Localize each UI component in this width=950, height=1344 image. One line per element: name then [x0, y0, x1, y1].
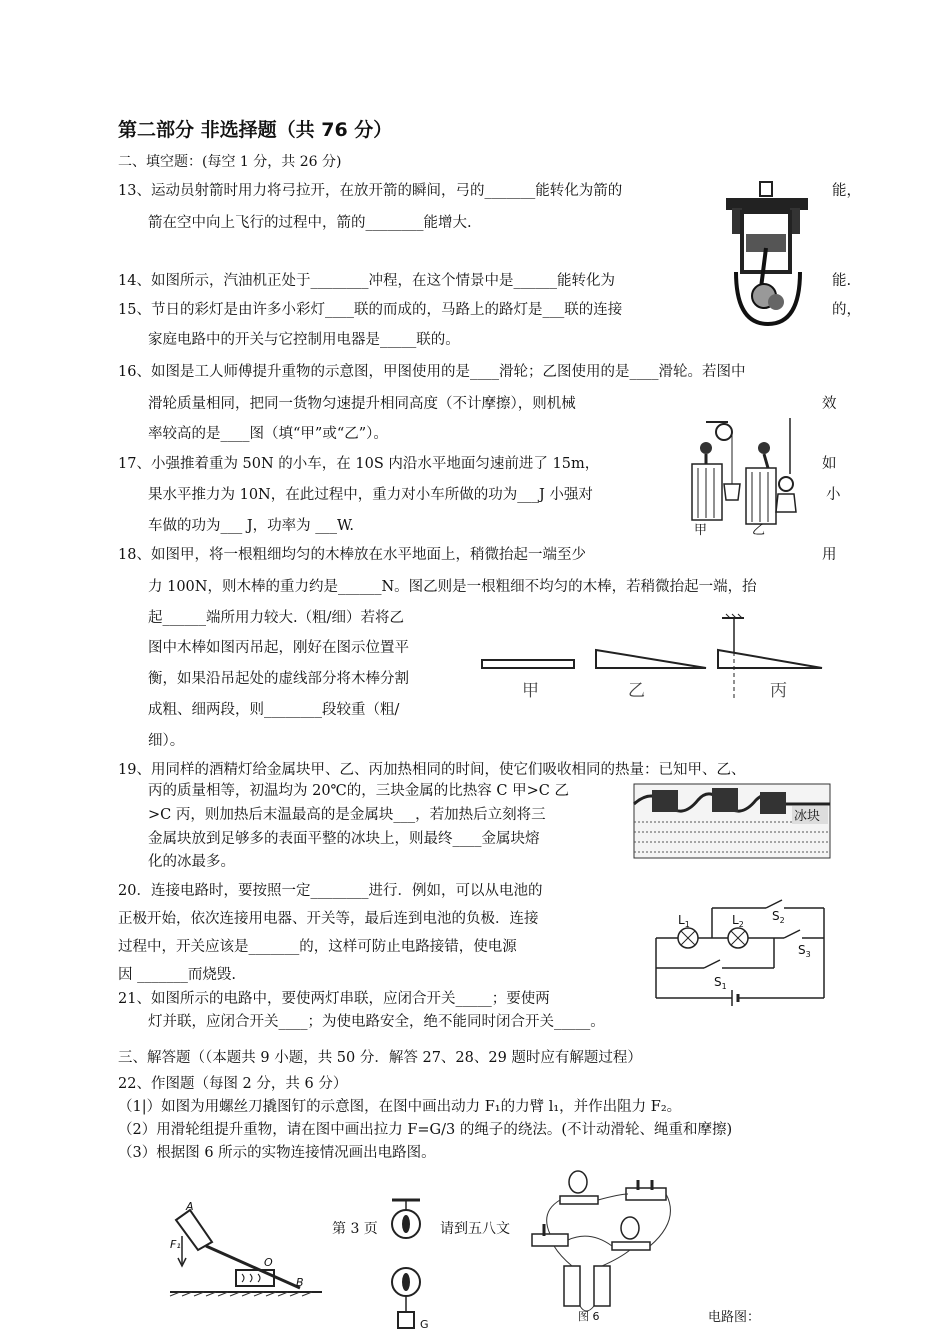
q19-line4: 金属块放到足够多的表面平整的冰块上，则最终____金属块熔	[148, 831, 540, 847]
q16-line1: 16、如图是工人师傅提升重物的示意图，甲图使用的是____滑轮；乙图使用的是____滑轮。若图中	[118, 364, 746, 380]
q18-line5: 衡，如果沿吊起处的虚线部分将木棒分割	[148, 671, 409, 687]
q18-line3: 起______端所用力较大.（粗/细）若将乙	[148, 610, 404, 626]
q20-line1: 20．连接电路时，要按照一定________进行．例如，可以从电池的	[118, 883, 543, 899]
l1-label: L	[678, 913, 685, 927]
ice-block-figure	[632, 780, 832, 862]
svg-text:S3	[798, 943, 811, 959]
s3-label: S	[798, 943, 806, 957]
q19-line3: >C 丙，则加热后末温最高的是金属块___，若加热后立刻将三	[148, 807, 546, 823]
label-b: B	[296, 1276, 304, 1289]
q18-line7: 细）。	[148, 733, 185, 749]
q19-line2: 丙的质量相等，初温均为 20℃的，三块金属的比热容 C 甲>C 乙	[148, 783, 569, 799]
q18-line1: 18、如图甲，将一根粗细均匀的木棒放在水平地面上，稍微抬起一端至少	[118, 547, 586, 563]
q22-title: 22、作图题（每图 2 分，共 6 分）	[118, 1076, 348, 1092]
q18-line2: 力 100N，则木棒的重力约是______N。图乙则是一根粗细不均匀的木棒，若稍微抬起一端，抬	[148, 579, 757, 595]
q20-line4: 因 _______而烧毁.	[118, 967, 236, 983]
stick-label-b: 乙	[628, 681, 645, 701]
part-title: 第二部分 非选择题（共 76 分）	[118, 119, 393, 141]
label-a: A	[186, 1200, 194, 1213]
q21-line1: 21、如图所示的电路中，要使两灯串联，应闭合开关_____；要使两	[118, 991, 550, 1007]
svg-text:L1	[678, 913, 690, 929]
circuit-diagram-label: 电路图：	[708, 1310, 761, 1325]
s2-label: S	[772, 909, 780, 923]
q22-item1: （1|）如图为用螺丝刀撬图钉的示意图，在图中画出动力 F₁的力臂 l₁，并作出阻力 F₂。	[118, 1099, 682, 1115]
section3-title: 三、解答题（（本题共 9 小题，共 50 分．解答 27、28、29 题时应有解题过程）	[118, 1050, 642, 1066]
q22-item3: （3）根据图 6 所示的实物连接情况画出电路图。	[118, 1145, 436, 1161]
circuit-figure	[648, 894, 830, 1006]
q21-line2: 灯并联，应闭合开关____；为使电路安全，绝不能同时闭合开关_____。	[148, 1014, 605, 1030]
q17-tail2: 小	[826, 487, 841, 503]
figure6-caption: 图 6	[578, 1310, 600, 1323]
label-g: G	[420, 1318, 429, 1331]
pulley-label-b: 乙	[752, 523, 766, 536]
q17-line3: 车做的功为___ J，功率为 ___W.	[148, 518, 355, 534]
q16-line2: 滑轮质量相同，把同一货物匀速提升相同高度（不计摩擦），则机械	[148, 396, 576, 412]
q18-line6: 成粗、细两段，则________段较重（粗/	[148, 702, 400, 718]
q18-line4: 图中木棒如图丙吊起，刚好在图示位置平	[148, 640, 409, 656]
q13-line1: 13、运动员射箭时用力将弓拉开，在放开箭的瞬间，弓的_______能转化为箭的	[118, 183, 623, 199]
q15-line2: 家庭电路中的开关与它控制用电器是_____联的。	[148, 332, 460, 348]
l2-label: L	[732, 913, 739, 927]
screwdriver-figure	[168, 1198, 324, 1298]
l2-sub: 2	[738, 920, 744, 929]
q18-tail1: 用	[822, 547, 837, 563]
svg-text:L2	[732, 913, 744, 929]
q17-line1: 17、小强推着重为 50N 的小车，在 10S 内沿水平地面匀速前进了 15m，	[118, 456, 600, 472]
q13-line2: 箭在空中向上飞行的过程中，箭的________能增大.	[148, 215, 472, 231]
ice-label: 冰块	[794, 809, 821, 824]
label-f1: F₁	[170, 1238, 181, 1251]
q13-tail1: 能，	[832, 183, 861, 199]
q14-line1: 14、如图所示，汽油机正处于________冲程，在这个情景中是______能转化为	[118, 273, 615, 289]
engine-figure	[722, 178, 812, 326]
q22-item2: （2）用滑轮组提升重物，请在图中画出拉力 F=G/3 的绳子的绕法。(不计动滑轮、绳重和摩擦)	[118, 1122, 733, 1138]
q14-tail1: 能.	[832, 273, 852, 289]
svg-text:S2	[772, 909, 785, 925]
section2-title: 二、填空题：(每空 1 分，共 26 分)	[118, 154, 342, 170]
svg-text:S1	[714, 975, 727, 991]
s1-sub: 1	[721, 982, 727, 991]
q15-line1: 15、节日的彩灯是由许多小彩灯____联的而成的，马路上的路灯是___联的连接	[118, 302, 623, 318]
q20-line3: 过程中，开关应该是_______的，这样可防止电路接错，使电源	[118, 939, 517, 955]
s3-sub: 3	[805, 950, 811, 959]
stick-figure	[478, 612, 828, 704]
q16-line3: 率较高的是____图（填“甲”或“乙”）。	[148, 426, 388, 442]
footer-right: 请到五八文	[440, 1221, 510, 1237]
q15-tail1: 的，	[832, 302, 861, 318]
q16-tail2: 效	[822, 396, 837, 412]
label-o: O	[264, 1256, 273, 1269]
pulley-group-figure	[382, 1198, 434, 1334]
s1-label: S	[714, 975, 722, 989]
pulley-figure	[684, 414, 814, 536]
q17-tail1: 如	[822, 456, 837, 472]
footer-left: 第 3 页	[332, 1221, 378, 1237]
s2-sub: 2	[779, 916, 785, 925]
q19-line1: 19、用同样的酒精灯给金属块甲、乙、丙加热相同的时间，使它们吸收相同的热量：已知甲、乙、	[118, 762, 746, 778]
q19-line5: 化的冰最多。	[148, 854, 235, 870]
q20-line2: 正极开始，依次连接用电器、开关等，最后连到电池的负极．连接	[118, 911, 539, 927]
stick-label-c: 丙	[770, 681, 787, 701]
stick-label-a: 甲	[522, 681, 539, 701]
q17-line2: 果水平推力为 10N，在此过程中，重力对小车所做的功为___J 小强对	[148, 487, 593, 503]
figure6-circuit	[520, 1160, 690, 1324]
l1-sub: 1	[684, 920, 690, 929]
pulley-label-a: 甲	[694, 523, 708, 536]
